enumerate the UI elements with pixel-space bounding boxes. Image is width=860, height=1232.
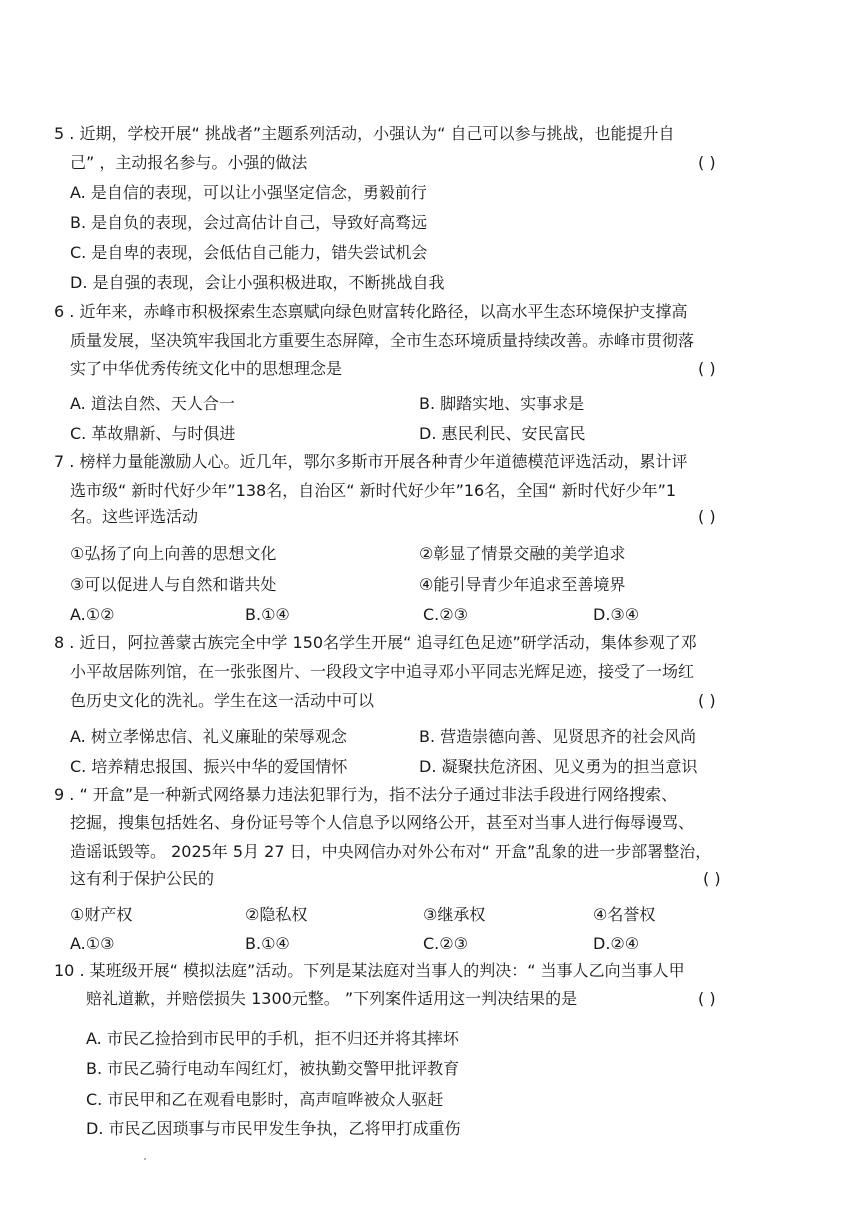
choice-c: C.②③ xyxy=(423,605,468,624)
option-b: B. 脚踏实地、实事求是 xyxy=(419,394,585,413)
question-7-line-2: 选市级“ 新时代好少年”138名，自治区“ 新时代好少年”16名，全国“ 新时代好少年”1 xyxy=(70,481,677,500)
choice-b: B.①④ xyxy=(245,934,290,953)
choice-a: A.①② xyxy=(70,605,115,624)
question-7-line-3: 名。这些评选活动 xyxy=(70,507,199,526)
question-6-line-3: 实了中华优秀传统文化中的思想理念是 xyxy=(70,359,343,378)
question-7-line-1: 7 . 榜样力量能激励人心。近几年，鄂尔多斯市开展各种青少年道德模范评选活动，累计评 xyxy=(54,452,688,471)
option-a: A. 是自信的表现，可以让小强坚定信念，勇毅前行 xyxy=(70,183,427,202)
option-d: D. 是自强的表现，会让小强积极进取，不断挑战自我 xyxy=(70,273,445,292)
question-9-line-3: 造谣诋毁等。 2025年 5月 27 日，中央网信办对外公布对“ 开盒”乱象的进一步部署整治， xyxy=(70,842,712,861)
choice-a: A.①③ xyxy=(70,934,115,953)
question-10-line-2: 赔礼道歉，并赔偿损失 1300元整。 ”下列案件适用这一判决结果的是 xyxy=(86,989,578,1008)
statement-4: ④能引导青少年追求至善境界 xyxy=(419,575,626,594)
answer-bracket: ( ) xyxy=(698,691,716,710)
statement-2: ②彰显了情景交融的美学追求 xyxy=(419,544,626,563)
question-9-line-1: 9 . “ 开盒”是一种新式网络暴力违法犯罪行为，指不法分子通过非法手段进行网络搜索、 xyxy=(54,785,678,804)
choice-b: B.①④ xyxy=(245,605,290,624)
option-c: C. 革故鼎新、与时俱进 xyxy=(70,424,236,443)
option-a: A. 市民乙捡拾到市民甲的手机，拒不归还并将其摔坏 xyxy=(86,1029,459,1048)
choice-d: D.②④ xyxy=(593,934,640,953)
option-b: B. 营造崇德向善、见贤思齐的社会风尚 xyxy=(419,727,697,746)
answer-bracket: ( ) xyxy=(698,153,716,172)
question-8-line-3: 色历史文化的洗礼。学生在这一活动中可以 xyxy=(70,691,375,710)
statement-3: ③可以促进人与自然和谐共处 xyxy=(70,575,277,594)
option-b: B. 是自负的表现，会过高估计自己，导致好高骛远 xyxy=(70,213,428,232)
question-10-line-1: 10 . 某班级开展“ 模拟法庭”活动。下列是某法庭对当事人的判决：“ 当事人乙向当事人甲 xyxy=(54,961,685,980)
question-8-line-1: 8 . 近日，阿拉善蒙古族完全中学 150名学生开展“ 追寻红色足迹”研学活动，集体参观了邓 xyxy=(54,633,697,652)
option-d: D. 凝聚扶危济困、见义勇为的担当意识 xyxy=(419,757,698,776)
question-9-line-2: 挖掘，搜集包括姓名、身份证号等个人信息予以网络公开，甚至对当事人进行侮辱谩骂、 xyxy=(70,813,695,832)
statement-4: ④名誉权 xyxy=(593,905,656,924)
option-b: B. 市民乙骑行电动车闯红灯，被执勤交警甲批评教育 xyxy=(86,1059,460,1078)
question-8-line-2: 小平故居陈列馆，在一张张图片、一段段文字中追寻邓小平同志光辉足迹，接受了一场红 xyxy=(70,662,695,681)
option-d: D. 市民乙因琐事与市民甲发生争执，乙将甲打成重伤 xyxy=(86,1119,461,1138)
question-9-line-4: 这有利于保护公民的 xyxy=(70,869,215,888)
option-c: C. 市民甲和乙在观看电影时，高声喧哗被众人驱赶 xyxy=(86,1090,444,1109)
question-6-line-1: 6 . 近年来，赤峰市积极探索生态禀赋向绿色财富转化路径，以高水平生态环境保护支撑高 xyxy=(54,302,688,321)
question-5-line-1: 5 . 近期，学校开展“ 挑战者”主题系列活动，小强认为“ 自己可以参与挑战，也能提升自 xyxy=(54,124,675,143)
option-a: A. 树立孝悌忠信、礼义廉耻的荣辱观念 xyxy=(70,727,347,746)
statement-2: ②隐私权 xyxy=(245,905,308,924)
statement-1: ①弘扬了向上向善的思想文化 xyxy=(70,544,277,563)
choice-c: C.②③ xyxy=(423,934,468,953)
question-6-line-2: 质量发展，坚决筑牢我国北方重要生态屏障，全市生态环境质量持续改善。赤峰市贯彻落 xyxy=(70,331,695,350)
option-a: A. 道法自然、天人合一 xyxy=(70,394,235,413)
answer-bracket: ( ) xyxy=(698,507,716,526)
scan-dot xyxy=(144,1158,146,1160)
answer-bracket: ( ) xyxy=(698,989,716,1008)
statement-1: ①财产权 xyxy=(70,905,133,924)
answer-bracket: ( ) xyxy=(703,869,721,888)
option-d: D. 惠民利民、安民富民 xyxy=(419,424,586,443)
answer-bracket: ( ) xyxy=(698,359,716,378)
statement-3: ③继承权 xyxy=(423,905,486,924)
option-c: C. 培养精忠报国、振兴中华的爱国情怀 xyxy=(70,757,348,776)
question-5-line-2: 己” ，主动报名参与。小强的做法 xyxy=(70,153,308,172)
choice-d: D.③④ xyxy=(593,605,640,624)
option-c: C. 是自卑的表现，会低估自己能力，错失尝试机会 xyxy=(70,243,428,262)
